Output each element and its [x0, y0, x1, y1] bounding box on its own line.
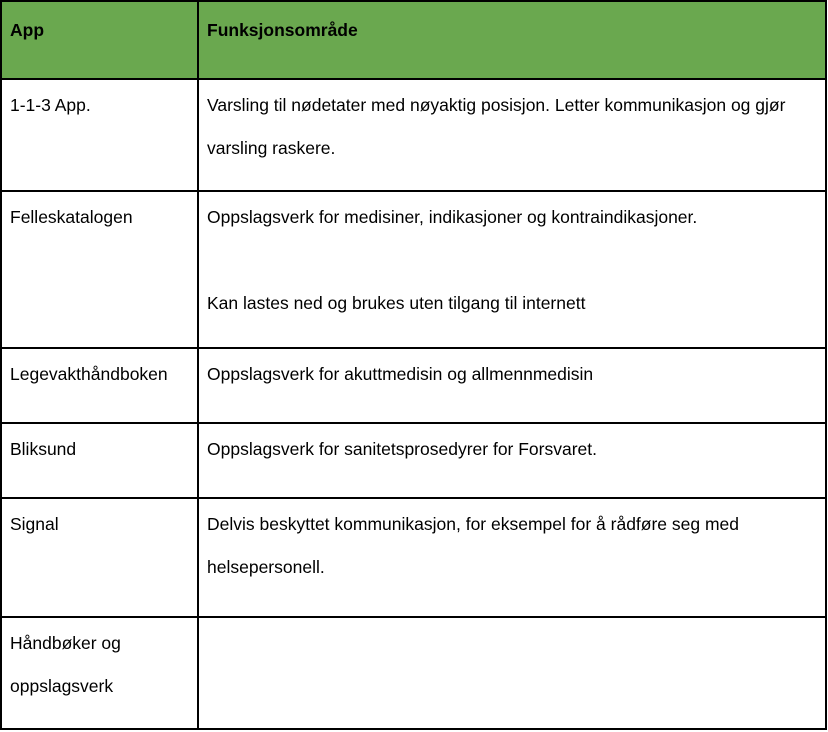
table-row [1, 498, 826, 617]
description-cell [198, 617, 826, 729]
description-text: Kan lastes ned og brukes uten tilgang til internett [207, 293, 586, 313]
table-row [1, 348, 826, 423]
description-cell [198, 498, 826, 617]
description-text: Varsling til nødetater med nøyaktig posisjon. Letter kommunikasjon og gjør varsling raskere. [207, 95, 786, 158]
header-row [1, 1, 826, 79]
app-name-cell: Signal [1, 498, 198, 617]
description-cell [198, 191, 826, 348]
description-cell [198, 348, 826, 423]
table-row [1, 423, 826, 498]
header-app: App [1, 1, 198, 79]
table-row [1, 79, 826, 191]
app-name-cell: Felleskatalogen [1, 191, 198, 348]
app-name-cell: Legevakthåndboken [1, 348, 198, 423]
description-text: Oppslagsverk for medisiner, indikasjoner og kontraindikasjoner. [207, 207, 698, 227]
description-text: Oppslagsverk for akuttmedisin og allmennmedisin [207, 364, 594, 384]
app-name-cell: 1-1-3 App. [1, 79, 198, 191]
app-name-cell: Håndbøker og oppslagsverk [1, 617, 198, 729]
app-name-cell: Bliksund [1, 423, 198, 498]
description-cell [198, 79, 826, 191]
header-function-area: Funksjonsområde [198, 1, 826, 79]
table-row [1, 617, 826, 729]
description-cell [198, 423, 826, 498]
description-text: Delvis beskyttet kommunikasjon, for eksempel for å rådføre seg med helsepersonell. [207, 514, 740, 577]
table-row [1, 191, 826, 348]
description-text: Oppslagsverk for sanitetsprosedyrer for Forsvaret. [207, 439, 598, 459]
